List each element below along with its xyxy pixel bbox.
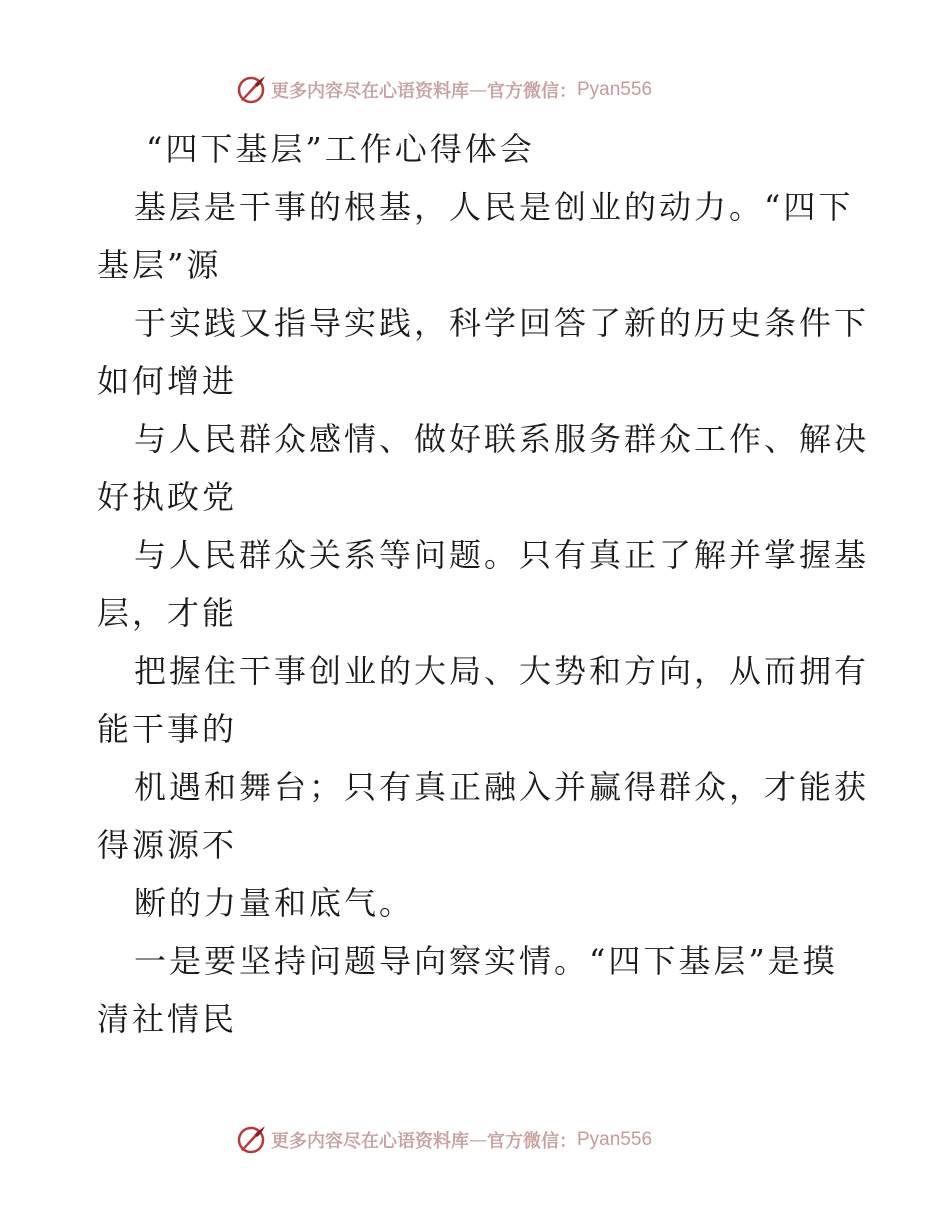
- watermark-text: 更多内容尽在心语资料库: [271, 81, 469, 102]
- paragraph-line: 基层”源: [97, 246, 222, 284]
- watermark-wechat-label: 官方微信：: [487, 81, 577, 102]
- paragraph-line: 得源源不: [97, 826, 238, 864]
- paragraph-line: 层，才能: [97, 594, 238, 632]
- watermark-wechat-id: Pyan556: [577, 79, 653, 100]
- paragraph-line: 把握住干事创业的大局、大势和方向，从而拥有: [134, 652, 870, 690]
- document-title: “四下基层”工作心得体会: [146, 130, 535, 168]
- quill-logo-icon: [235, 74, 267, 106]
- watermark-separator: —: [469, 1129, 487, 1151]
- watermark-separator: —: [469, 79, 487, 101]
- paragraph-line: 于实践又指导实践，科学回答了新的历史条件下: [134, 304, 870, 342]
- paragraph-line: 能干事的: [97, 710, 238, 748]
- paragraph-line: 一是要坚持问题导向察实情。“四下基层”是摸: [134, 942, 838, 980]
- paragraph-line: 好执政党: [97, 478, 238, 516]
- paragraph-line: 断的力量和底气。: [134, 884, 415, 922]
- watermark-wechat-label: 官方微信：: [487, 1131, 577, 1152]
- paragraph-line: 与人民群众关系等问题。只有真正了解并掌握基: [134, 536, 870, 574]
- quill-logo-icon: [235, 1124, 267, 1156]
- paragraph-line: 清社情民: [97, 1000, 238, 1038]
- watermark-footer: [235, 1122, 652, 1158]
- paragraph-line: 与人民群众感情、做好联系服务群众工作、解决: [134, 420, 870, 458]
- paragraph-line: 机遇和舞台；只有真正融入并赢得群众，才能获: [134, 768, 870, 806]
- watermark-wechat-id: Pyan556: [577, 1129, 653, 1150]
- paragraph-line: 如何增进: [97, 362, 238, 400]
- watermark-text: 更多内容尽在心语资料库: [271, 1131, 469, 1152]
- watermark-header: [235, 72, 652, 108]
- paragraph-line: 基层是干事的根基，人民是创业的动力。“四下: [134, 188, 854, 226]
